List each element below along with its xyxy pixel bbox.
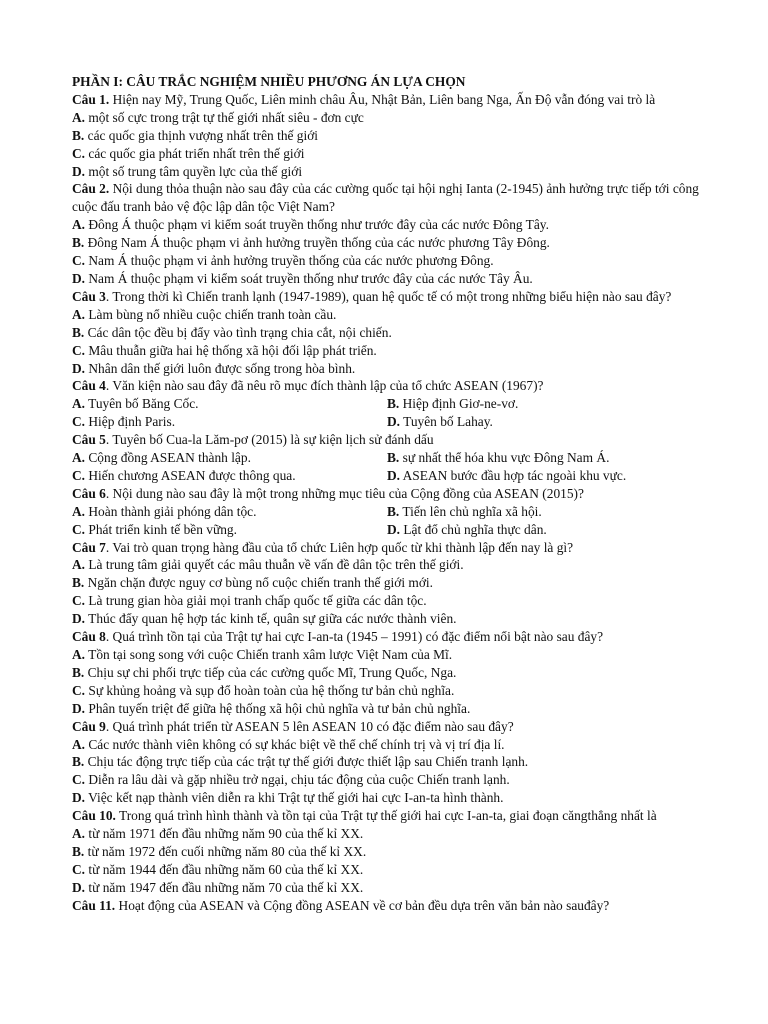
question-5 [72,431,712,485]
question-stem [72,897,712,915]
answer-option [387,504,542,519]
option-letter: A. [72,450,86,466]
answer-option [72,737,505,752]
question-stem [72,718,712,736]
option-line [72,270,712,288]
option-cell [387,521,702,539]
answer-option [72,522,237,537]
answer-option [387,522,547,537]
question-stem [72,628,712,646]
option-text: Là trung gian hòa giải mọi tranh chấp quốc tế giữa các dân tộc. [85,593,427,609]
option-line [72,682,712,700]
question-number: Câu 7 [72,539,106,555]
question-number: Câu 1. [72,91,110,107]
option-cell [387,449,702,467]
question-stem [72,539,712,557]
option-text: Hiệp định Giơ-ne-vơ. [399,396,519,412]
answer-option [72,414,175,429]
question-number: Câu 5 [72,432,106,448]
question-text: . Quá trình phát triển từ ASEAN 5 lên ASEAN 10 có đặc điểm nào sau đây? [105,718,514,734]
question-stem [72,485,712,503]
option-text: Nam Á thuộc phạm vi kiểm soát truyền thống như trước đây của các nước Tây Âu. [85,270,533,286]
answer-option [72,772,510,787]
question-6 [72,485,712,539]
option-text: các quốc gia phát triển nhất trên thế giới [85,145,305,161]
question-number: Câu 9 [72,718,106,734]
answer-option [72,164,302,179]
option-text: Hiến chương ASEAN được thông qua. [85,467,296,483]
option-text: Hiệp định Paris. [85,414,176,430]
question-2 [72,180,712,287]
answer-option [72,611,457,626]
question-stem [72,288,712,306]
option-cell [72,503,387,521]
question-text: Hoạt động của ASEAN và Cộng đồng ASEAN về cơ bản đều dựa trên văn bản nào sauđây? [115,897,610,913]
answer-option [72,844,366,859]
option-line [72,700,712,718]
question-text: Trong quá trình hình thành và tồn tại của Trật tự thế giới hai cực I-an-ta, giai đoạn căngthẳng nhất là [115,808,657,824]
option-letter: A. [72,109,86,125]
option-letter: A. [72,557,86,573]
option-line [72,360,712,378]
option-letter: B. [72,324,85,340]
answer-option [72,754,528,769]
option-line [72,324,712,342]
option-row [72,467,712,485]
option-letter: A. [72,306,86,322]
section-heading: PHẦN I: CÂU TRẮC NGHIỆM NHIỀU PHƯƠNG ÁN LỰA CHỌN [72,74,466,89]
option-text: Nhân dân thế giới luôn được sống trong hòa bình. [85,360,356,376]
question-text: . Văn kiện nào sau đây đã nêu rõ mục đích thành lập của tổ chức ASEAN (1967)? [105,378,544,394]
option-text: Ngăn chặn được nguy cơ bùng nổ cuộc chiến tranh thế giới mới. [84,575,433,591]
option-line [72,646,712,664]
question-text: . Nội dung nào sau đây là một trong những mục tiêu của Cộng đồng của ASEAN (2015)? [105,485,584,501]
answer-option [72,307,336,322]
option-text: Mâu thuẫn giữa hai hệ thống xã hội đối lập phát triển. [85,342,377,358]
option-line [72,610,712,628]
option-letter: C. [72,593,86,609]
answer-option [72,826,363,841]
question-number: Câu 3 [72,288,106,304]
question-text: Nội dung thỏa thuận nào sau đây của các cường quốc tại hội nghị Ianta (2-1945) ảnh hưởng trực tiếp tới công cuộc đấu tranh bảo vệ độc lập dân tộc Việt Nam? [72,181,699,215]
answer-option [72,647,452,662]
option-text: Đông Nam Á thuộc phạm vi ảnh hưởng truyền thống của các nước phương Tây Đông. [84,235,550,251]
question-1 [72,91,712,181]
option-text: Các nước thành viên không có sự khác biệt về thể chế chính trị và vị trí địa lí. [85,736,505,752]
question-number: Câu 4 [72,378,106,394]
option-text: Phân tuyến triệt để giữa hệ thống xã hội chủ nghĩa và tư bản chủ nghĩa. [85,700,471,716]
option-text: Thúc đẩy quan hệ hợp tác kinh tế, quân sự giữa các nước thành viên. [85,611,457,627]
option-line [72,771,712,789]
option-letter: C. [72,342,86,358]
answer-option [72,146,304,161]
option-letter: A. [72,647,86,662]
option-line [72,145,712,163]
option-text: Hoàn thành giải phóng dân tộc. [85,503,257,519]
option-letter: B. [387,450,400,466]
answer-option [72,575,433,590]
answer-option [387,450,609,465]
answer-option [72,271,533,286]
option-letter: D. [72,700,86,716]
question-stem [72,807,712,825]
option-letter: D. [72,270,86,286]
option-text: Tuyên bố Băng Cốc. [85,396,199,412]
answer-option [72,880,363,895]
option-text: ASEAN bước đầu hợp tác ngoài khu vực. [400,467,627,483]
option-letter: C. [72,521,86,537]
document-body [72,73,712,915]
option-letter: A. [72,217,86,233]
answer-option [72,253,494,268]
option-line [72,592,712,610]
answer-option [72,325,392,340]
question-number: Câu 11. [72,897,116,913]
option-text: Phát triển kinh tế bền vững. [85,521,237,537]
option-cell [387,467,702,485]
option-line [72,574,712,592]
option-line [72,252,712,270]
option-text: Tuyên bố Lahay. [400,414,493,430]
question-stem [72,180,712,216]
option-cell [387,395,702,413]
option-text: từ năm 1947 đến đầu những năm 70 của thế kỉ XX. [85,879,364,895]
option-letter: A. [72,736,86,752]
question-text: . Vai trò quan trọng hàng đầu của tổ chức Liên hợp quốc từ khi thành lập đến nay là gì? [105,539,574,555]
option-row [72,395,712,413]
question-stem [72,91,712,109]
option-letter: B. [72,127,85,143]
option-letter: A. [72,503,86,519]
question-text: . Tuyên bố Cua-la Lăm-pơ (2015) là sự kiện lịch sử đánh dấu [105,432,434,448]
option-line [72,879,712,897]
option-letter: B. [72,575,85,591]
answer-option [72,235,550,250]
question-stem [72,377,712,395]
answer-option [72,683,454,698]
option-letter: C. [72,467,86,483]
option-text: Lật đổ chủ nghĩa thực dân. [400,521,547,537]
option-cell [72,413,387,431]
option-text: từ năm 1971 đến đầu những năm 90 của thế kỉ XX. [85,826,364,842]
answer-option [387,468,626,483]
question-7 [72,539,712,629]
option-text: Là trung tâm giải quyết các mâu thuẫn về vấn đề dân tộc trên thế giới. [85,557,464,573]
answer-option [72,862,363,877]
answer-option [72,343,377,358]
option-cell [72,467,387,485]
option-text: Cộng đồng ASEAN thành lập. [85,450,251,466]
option-line [72,109,712,127]
option-cell [72,449,387,467]
option-text: Việc kết nạp thành viên diễn ra khi Trật tự thế giới hai cực I-an-ta hình thành. [85,790,504,806]
question-8 [72,628,712,718]
question-number: Câu 2. [72,181,110,197]
answer-option [72,128,318,143]
option-letter: C. [72,145,86,161]
option-line [72,556,712,574]
option-letter: D. [72,790,86,806]
option-line [72,234,712,252]
option-line [72,306,712,324]
option-row [72,413,712,431]
question-number: Câu 8 [72,629,106,645]
question-11 [72,897,712,915]
answer-option [72,790,503,805]
option-cell [72,395,387,413]
option-letter: D. [387,521,401,537]
answer-option [72,361,355,376]
answer-option [72,450,251,465]
option-text: Đông Á thuộc phạm vi kiểm soát truyền thống như trước đây của các nước Đông Tây. [85,217,549,233]
option-line [72,825,712,843]
question-text: Hiện nay Mỹ, Trung Quốc, Liên minh châu Âu, Nhật Bản, Liên bang Nga, Ấn Độ vẫn đóng vai trò là [109,91,656,107]
question-text: . Quá trình tồn tại của Trật tự hai cực I-an-ta (1945 – 1991) có đặc điểm nổi bật nào sau đây? [105,629,604,645]
option-letter: B. [72,843,85,859]
question-3 [72,288,712,378]
option-line [72,163,712,181]
answer-option [72,217,549,232]
option-text: Chịu sự chi phối trực tiếp của các cường quốc Mĩ, Trung Quốc, Nga. [84,664,457,680]
option-text: Tiến lên chủ nghĩa xã hội. [399,503,542,519]
option-letter: C. [72,861,86,877]
option-cell [387,503,702,521]
option-text: Diễn ra lâu dài và gặp nhiều trở ngại, chịu tác động của cuộc Chiến tranh lạnh. [85,772,510,788]
question-10 [72,807,712,897]
option-text: Tồn tại song song với cuộc Chiến tranh xâm lược Việt Nam của Mĩ. [85,647,453,662]
option-text: Làm bùng nổ nhiều cuộc chiến tranh toàn cầu. [85,306,337,322]
option-text: một số trung tâm quyền lực của thế giới [85,163,303,179]
option-line [72,753,712,771]
option-text: một số cực trong trật tự thế giới nhất siêu - đơn cực [85,109,364,125]
question-text: . Trong thời kì Chiến tranh lạnh (1947-1989), quan hệ quốc tế có một trong những biểu hiện nào sau đây? [105,288,672,304]
answer-option [72,396,199,411]
option-cell [387,413,702,431]
option-row [72,521,712,539]
option-line [72,789,712,807]
option-line [72,216,712,234]
option-letter: D. [387,467,401,483]
option-row [72,449,712,467]
option-line [72,843,712,861]
question-stem [72,431,712,449]
answer-option [387,396,518,411]
option-letter: C. [72,682,86,698]
question-number: Câu 10. [72,808,116,824]
option-text: các quốc gia thịnh vượng nhất trên thế giới [84,127,319,143]
option-text: Chịu tác động trực tiếp của các trật tự thế giới được thiết lập sau Chiến tranh lạnh. [84,754,529,770]
option-line [72,127,712,145]
option-letter: D. [387,414,401,430]
answer-option [72,593,427,608]
option-letter: C. [72,253,86,269]
question-9 [72,718,712,808]
question-4 [72,377,712,431]
answer-option [72,701,470,716]
option-letter: B. [387,396,400,412]
option-letter: A. [72,396,86,412]
option-letter: D. [72,611,86,627]
option-text: Các dân tộc đều bị đẩy vào tình trạng chia cắt, nội chiến. [84,324,392,340]
answer-option [387,414,493,429]
option-letter: D. [72,163,86,179]
option-cell [72,521,387,539]
option-letter: D. [72,360,86,376]
answer-option [72,468,296,483]
answer-option [72,665,456,680]
answer-option [72,504,256,519]
option-line [72,861,712,879]
option-letter: C. [72,772,86,788]
answer-option [72,557,464,572]
answer-option [72,110,364,125]
option-text: từ năm 1944 đến đầu những năm 60 của thế kỉ XX. [85,861,364,877]
question-number: Câu 6 [72,485,106,501]
option-letter: B. [72,235,85,251]
option-text: Nam Á thuộc phạm vi ảnh hưởng truyền thống của các nước phương Đông. [85,253,494,269]
option-line [72,342,712,360]
option-text: Sự khủng hoảng và sụp đổ hoàn toàn của hệ thống tư bản chủ nghĩa. [85,682,455,698]
option-letter: D. [72,879,86,895]
option-letter: B. [72,664,85,680]
option-letter: B. [72,754,85,770]
option-text: từ năm 1972 đến cuối những năm 80 của thế kỉ XX. [84,843,367,859]
option-row [72,503,712,521]
option-line [72,664,712,682]
option-letter: A. [72,826,86,842]
option-text: sự nhất thể hóa khu vực Đông Nam Á. [399,450,610,466]
question-list [72,91,712,915]
option-letter: B. [387,503,400,519]
option-line [72,736,712,754]
option-letter: C. [72,414,86,430]
